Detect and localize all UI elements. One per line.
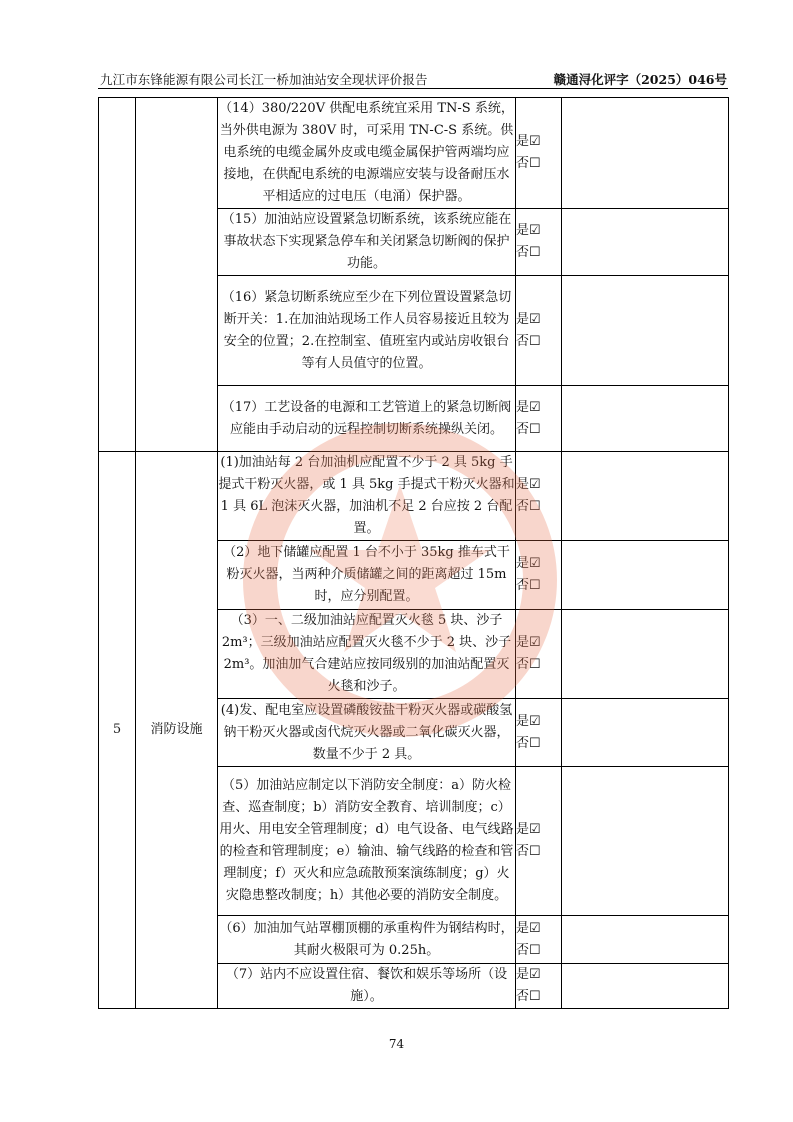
no-unchecked: 否☐ xyxy=(516,735,541,751)
yes-checked: 是☑ xyxy=(516,920,541,936)
requirement-text: （14）380/220V 供配电系统宜采用 TN-S 系统，当外供电源为 380V 时，可采用 TN-C-S 系统。供电系统的电缆金属外皮或电缆金属保护管两端均应接地，在供配电系统的电源端应安装与设备耐压水平相适应的过电压（电涌）保护器。 xyxy=(218,98,516,209)
remark-cell xyxy=(562,541,729,610)
remark-cell xyxy=(562,916,729,964)
yes-checked: 是☑ xyxy=(516,822,541,837)
result-cell xyxy=(516,98,562,209)
result-cell xyxy=(516,610,562,699)
report-number: 赣通浔化评字（2025）046号 xyxy=(553,72,727,87)
section-name: 消防设施 xyxy=(136,452,218,1009)
section-name-cell xyxy=(136,98,218,452)
no-unchecked: 否☐ xyxy=(516,245,541,260)
result-cell xyxy=(516,452,562,541)
page-number: 74 xyxy=(388,1037,405,1051)
remark-cell xyxy=(562,386,729,452)
report-title: 九江市东锋能源有限公司长江一桥加油站安全现状评价报告 xyxy=(100,72,428,87)
no-unchecked: 否☐ xyxy=(516,942,541,958)
result-cell xyxy=(516,541,562,610)
remark-cell xyxy=(562,209,729,276)
result-cell xyxy=(516,964,562,1009)
remark-cell xyxy=(562,452,729,541)
requirement-text: (4)发、配电室应设置磷酸铵盐干粉灭火器或碳酸氢钠干粉灭火器或卤代烷灭火器或二氧化碳灭火器，数量不少于 2 具。 xyxy=(218,699,516,767)
no-unchecked: 否☐ xyxy=(516,989,541,1004)
remark-cell xyxy=(562,276,729,386)
no-unchecked: 否☐ xyxy=(516,499,541,514)
remark-cell xyxy=(562,699,729,767)
table-row xyxy=(99,452,729,541)
no-unchecked: 否☐ xyxy=(516,156,541,171)
result-cell xyxy=(516,386,562,452)
yes-checked: 是☑ xyxy=(516,311,541,327)
requirement-text: （5）加油站应制定以下消防安全制度：a）防火检查、巡查制度；b）消防安全教育、培训制度；c）用火、用电安全管理制度；d）电气设备、电气线路的检查和管理制度；e）输油、输气线路的检查和管理制度；f）灭火和应急疏散预案演练制度；g）火灾隐患整改制度；h）其他必要的消防安全制度。 xyxy=(218,767,516,916)
yes-checked: 是☑ xyxy=(516,477,541,492)
yes-checked: 是☑ xyxy=(516,967,541,982)
remark-cell xyxy=(562,767,729,916)
requirement-text: （17）工艺设备的电源和工艺管道上的紧急切断阀应能由手动启动的远程控制切断系统操纵关闭。 xyxy=(218,386,516,452)
yes-checked: 是☑ xyxy=(516,223,541,238)
yes-checked: 是☑ xyxy=(516,635,541,650)
yes-checked: 是☑ xyxy=(516,713,541,729)
section-number-cell xyxy=(99,98,136,452)
result-cell xyxy=(516,276,562,386)
result-cell xyxy=(516,916,562,964)
requirement-text: （3）一、二级加油站应配置灭火毯 5 块、沙子 2m³；三级加油站应配置灭火毯不少于 2 块、沙子 2m³。加油加气合建站应按同级别的加油站配置灭火毯和沙子。 xyxy=(218,610,516,699)
remark-cell xyxy=(562,610,729,699)
requirement-text: （2）地下储罐应配置 1 台不小于 35kg 推车式干粉灭火器，当两种介质储罐之间的距离超过 15m 时，应分别配置。 xyxy=(218,541,516,610)
no-unchecked: 否☐ xyxy=(516,333,541,349)
table-row xyxy=(99,98,729,209)
checklist-table xyxy=(98,97,729,1009)
remark-cell xyxy=(562,98,729,209)
requirement-text: (1)加油站每 2 台加油机应配置不少于 2 具 5kg 手提式干粉灭火器，或 1 具 5kg 手提式干粉灭火器和 1 具 6L 泡沫灭火器，加油机不足 2 台应按 2 台配置。 xyxy=(218,452,516,541)
result-cell xyxy=(516,209,562,276)
no-unchecked: 否☐ xyxy=(516,421,541,437)
result-cell xyxy=(516,767,562,916)
requirement-text: （6）加油加气站罩棚顶棚的承重构件为钢结构时，其耐火极限可为 0.25h。 xyxy=(218,916,516,964)
yes-checked: 是☑ xyxy=(516,399,541,415)
remark-cell xyxy=(562,964,729,1009)
no-unchecked: 否☐ xyxy=(516,844,541,859)
section-number: 5 xyxy=(99,452,136,1009)
yes-checked: 是☑ xyxy=(516,556,541,571)
no-unchecked: 否☐ xyxy=(516,578,541,593)
no-unchecked: 否☐ xyxy=(516,657,541,672)
result-cell xyxy=(516,699,562,767)
requirement-text: （15）加油站应设置紧急切断系统，该系统应能在事故状态下实现紧急停车和关闭紧急切断阀的保护功能。 xyxy=(218,209,516,276)
requirement-text: （16）紧急切断系统应至少在下列位置设置紧急切断开关：1.在加油站现场工作人员容易接近且较为安全的位置；2.在控制室、值班室内或站房收银台等有人员值守的位置。 xyxy=(218,276,516,386)
header-divider xyxy=(98,88,728,89)
yes-checked: 是☑ xyxy=(516,134,541,149)
requirement-text: （7）站内不应设置住宿、餐饮和娱乐等场所（设施）。 xyxy=(218,964,516,1009)
